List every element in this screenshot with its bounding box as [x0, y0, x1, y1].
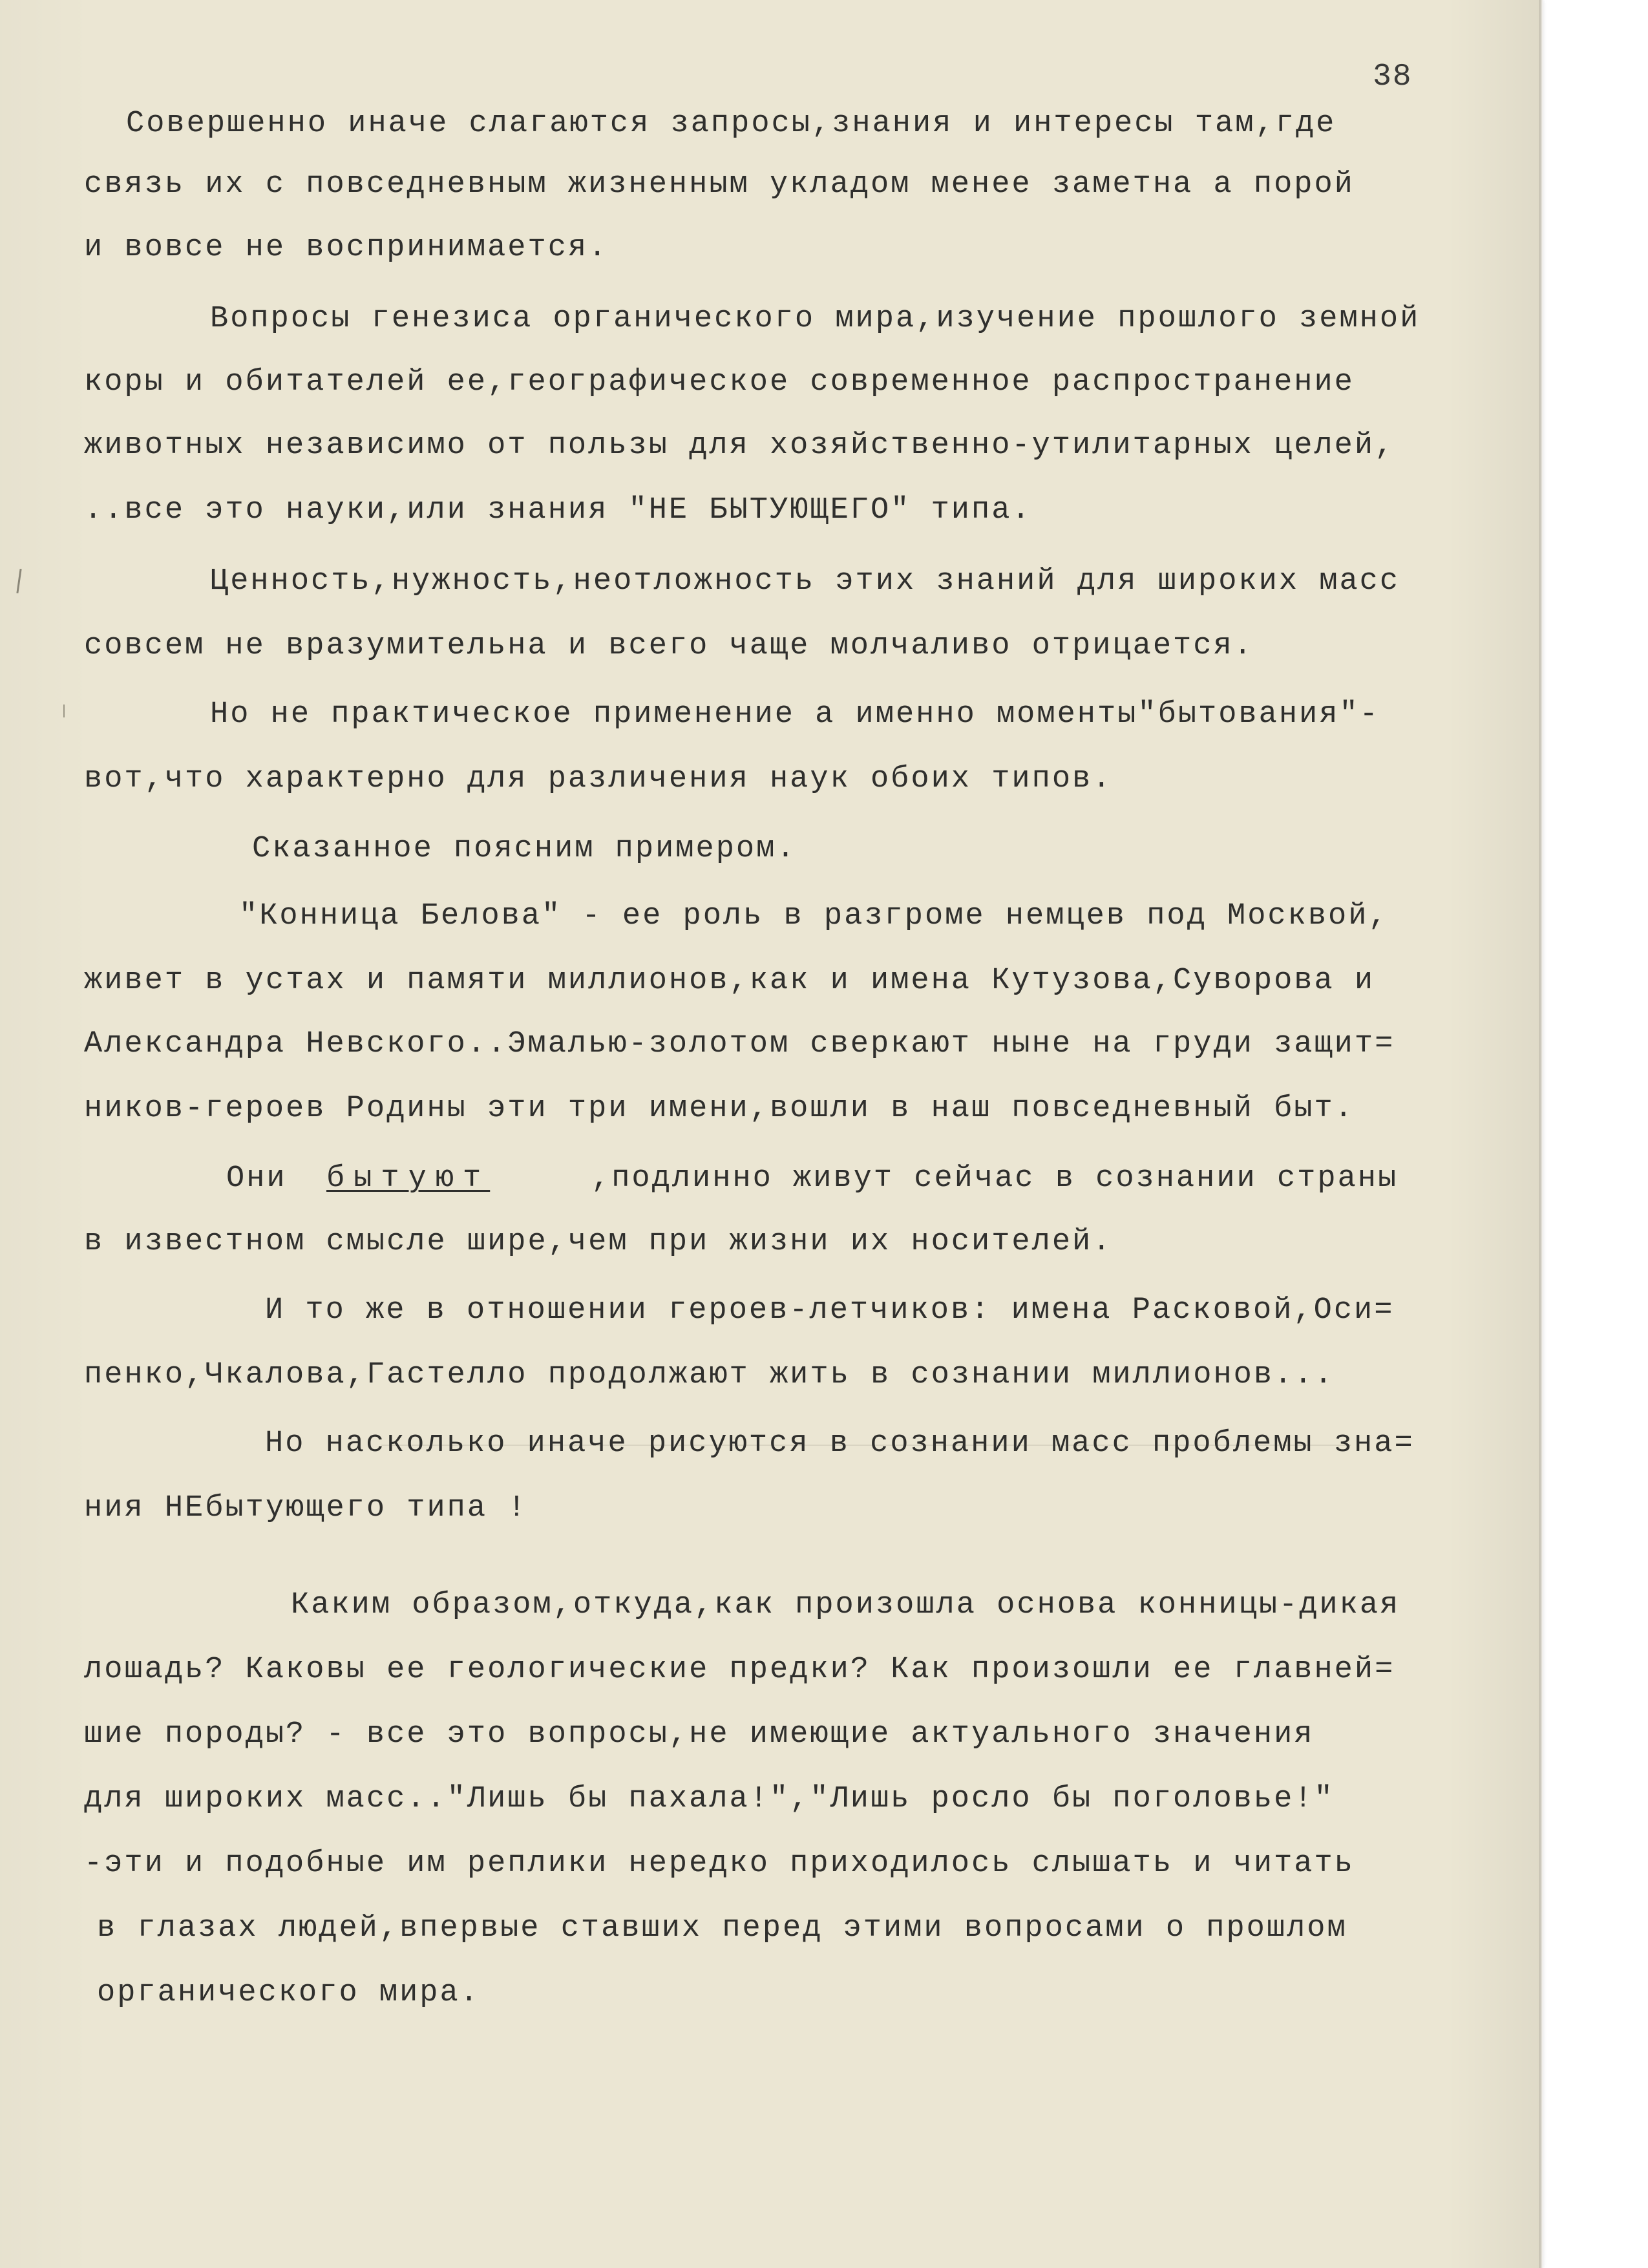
text-line: шие породы? - все это вопросы,не имеющие актуального значения	[84, 1717, 1315, 1752]
text-line: И то же в отношении героев-летчиков: имена Расковой,Оси=	[265, 1293, 1395, 1328]
text-line: лошадь? Каковы ее геологические предки? Как произошли ее главней=	[84, 1653, 1395, 1687]
text-line: ..все это науки,или знания "НЕ БЫТУЮЩЕГО" типа.	[84, 493, 1032, 527]
text-line: вот,что характерно для различения наук обоих типов.	[84, 762, 1113, 796]
text-line: Каким образом,откуда,как произошла основа конницы-дикая	[291, 1588, 1400, 1622]
text-line: живет в устах и памяти миллионов,как и имена Кутузова,Суворова и	[84, 964, 1375, 998]
text-line: Ценность,нужность,неотложность этих знаний для широких масс	[210, 564, 1400, 599]
text-line: Александра Невского..Эмалью-золотом сверкают ныне на груди защит=	[84, 1027, 1395, 1061]
text-line: в известном смысле шире,чем при жизни их носителей.	[84, 1225, 1113, 1259]
text-line: Вопросы генезиса органического мира,изучение прошлого земной	[210, 302, 1421, 336]
text-line: пенко,Чкалова,Гастелло продолжают жить в сознании миллионов...	[84, 1358, 1335, 1392]
text-line: ния НЕбытующего типа !	[84, 1491, 528, 1525]
text-line: Сказанное поясним примером.	[252, 832, 797, 866]
text-line: Они	[226, 1161, 287, 1196]
text-line: коры и обитателей ее,географическое современное распространение	[84, 365, 1355, 399]
text-line: Но не практическое применение а именно моменты"бытования"-	[210, 697, 1380, 732]
page-number: 38	[1373, 59, 1413, 94]
sheet-edge	[1539, 0, 1543, 2268]
text-line: животных независимо от пользы для хозяйственно-утилитарных целей,	[84, 429, 1395, 463]
text-line: "Конница Белова" - ее роль в разгроме немцев под Москвой,	[239, 899, 1389, 933]
text-line: в глазах людей,впервые ставших перед этими вопросами о прошлом	[97, 1911, 1347, 1945]
text-line: -эти и подобные им реплики нередко приходилось слышать и читать	[84, 1847, 1355, 1881]
text-line: органического мира.	[97, 1976, 480, 2010]
text-line: для широких масс.."Лишь бы пахала!","Лишь росло бы поголовье!"	[84, 1782, 1335, 1816]
text-line: совсем не вразумительна и всего чаще молчаливо отрицается.	[84, 629, 1254, 663]
text-line: Но насколько иначе рисуются в сознании масс проблемы зна=	[265, 1426, 1415, 1461]
text-line: связь их с повседневным жизненным укладом менее заметна а порой	[84, 167, 1355, 202]
emphasized-word: бытуют	[326, 1161, 491, 1196]
text-line: и вовсе не воспринимается.	[84, 231, 609, 265]
text-line: ,подлинно живут сейчас в сознании страны	[591, 1161, 1399, 1196]
text-line: ников-героев Родины эти три имени,вошли в наш повседневный быт.	[84, 1092, 1355, 1126]
text-line: Совершенно иначе слагаются запросы,знания и интересы там,где	[126, 107, 1336, 141]
margin-mark	[63, 705, 65, 717]
